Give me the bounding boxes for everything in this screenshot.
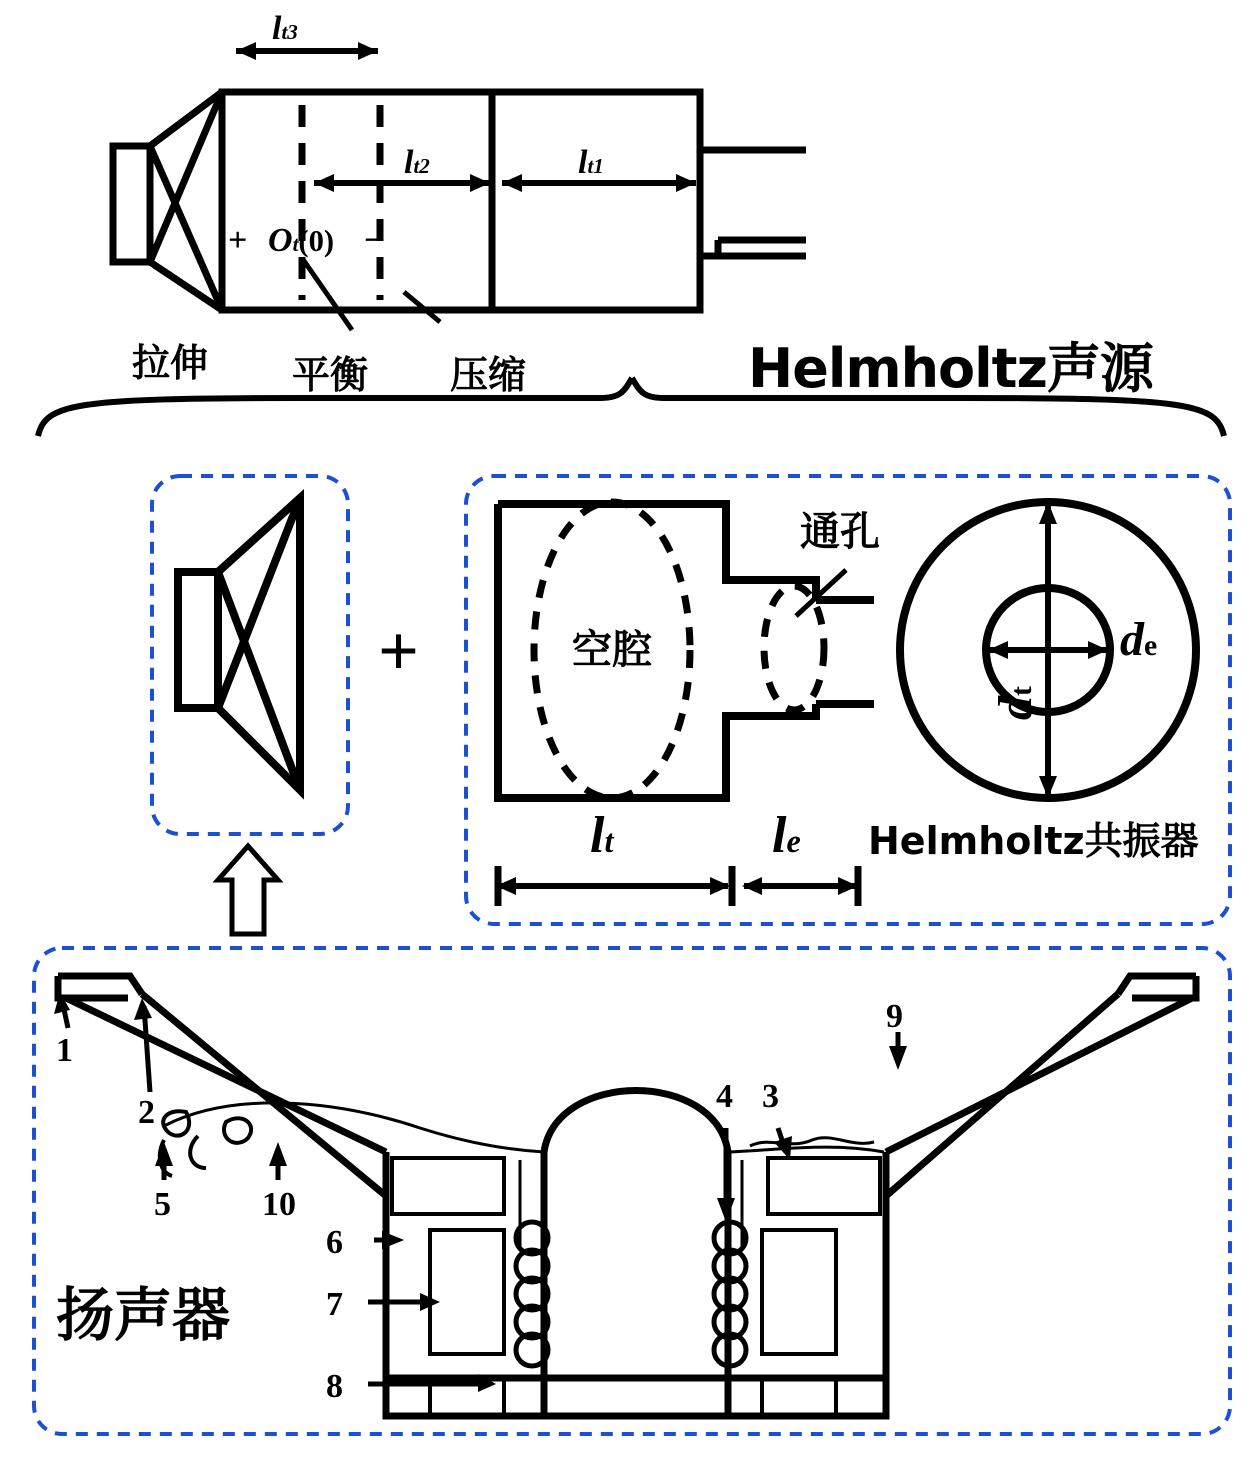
leader-lines-top	[302, 258, 440, 330]
callout-10: 10	[262, 1186, 296, 1223]
callout-6: 6	[326, 1224, 343, 1261]
caption-helmholtz-resonator: Helmholtz共振器	[868, 819, 1199, 863]
dim-lt3	[236, 42, 378, 60]
label-le: le	[772, 807, 801, 864]
callout-2: 2	[138, 1094, 155, 1131]
label-polarity-plus: +	[228, 222, 248, 259]
callout-3: 3	[762, 1078, 779, 1115]
callout-5: 5	[154, 1186, 171, 1223]
callout-7: 7	[326, 1286, 343, 1323]
label-cavity: 空腔	[572, 627, 652, 673]
label-stretch: 拉伸	[132, 341, 209, 385]
label-plus-operator: +	[378, 611, 420, 691]
callout-8: 8	[326, 1368, 343, 1405]
label-de: de	[1120, 613, 1158, 666]
label-through-hole: 通孔	[800, 509, 880, 555]
label-origin: Ot(0)	[268, 222, 335, 259]
callout-1: 1	[56, 1032, 73, 1069]
callout-4: 4	[716, 1078, 733, 1115]
title-helmholtz-source: Helmholtz声源	[748, 337, 1153, 400]
dim-lt-le	[496, 866, 858, 906]
label-lt2: lt2	[404, 144, 430, 181]
label-lt: lt	[590, 807, 614, 864]
label-compress: 压缩	[450, 353, 527, 397]
label-polarity-minus: −	[364, 222, 384, 259]
label-dt: dt	[989, 686, 1042, 720]
source-body-outline	[113, 92, 806, 310]
speaker-icon-art	[178, 498, 300, 790]
up-arrow-icon	[218, 846, 278, 934]
callout-9: 9	[886, 998, 903, 1035]
label-lt3: lt3	[272, 10, 298, 47]
label-lt1: lt1	[578, 144, 604, 181]
caption-speaker: 扬声器	[56, 1281, 231, 1349]
label-balance: 平衡	[292, 353, 369, 397]
dim-lt2	[314, 165, 492, 201]
